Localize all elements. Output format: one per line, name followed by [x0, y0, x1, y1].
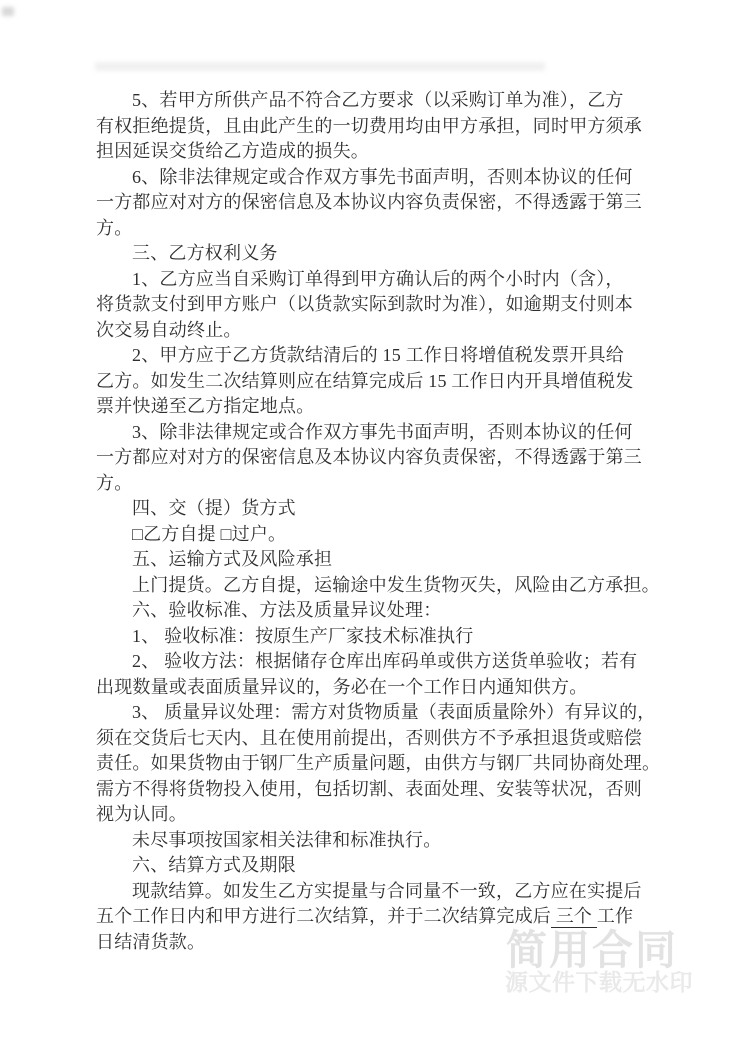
text-segment: 3、除非法律规定或合作双方事先书面声明，否则本协议的任何 [132, 421, 633, 442]
document-line [96, 343, 656, 369]
document-line [96, 394, 656, 420]
document-line [96, 675, 656, 701]
text-segment: 责任。如果货物由于钢厂生产质量问题，由供方与钢厂共同协商处理。 [96, 753, 661, 773]
text-segment: 需方不得将货物投入使用，包括切割、表面处理、安装等状况，否则 [96, 778, 642, 799]
document-line [96, 165, 656, 191]
text-segment: 1、 验收标准：按原生产厂家技术标准执行 [132, 625, 474, 646]
watermark-title: 简用合同 [506, 927, 678, 973]
document-line [96, 751, 661, 777]
text-segment: 2、 验收方法：根据储存仓库出库码单或供方送货单验收；若有 [132, 651, 638, 671]
document-line [96, 522, 656, 548]
text-segment: 六、结算方式及期限 [132, 855, 296, 875]
text-segment: 六、验收标准、方法及质量异议处理： [132, 600, 442, 620]
document-line [96, 624, 656, 650]
document-line [96, 369, 656, 395]
text-segment: 3、 质量异议处理：需方对货物质量（表面质量除外）有异议的， [132, 702, 656, 722]
text-segment: 视为认同。 [96, 804, 187, 824]
document-line [96, 471, 656, 497]
text-segment: 一方都应对对方的保密信息及本协议内容负责保密，不得透露于第三 [96, 192, 642, 212]
contract-body [96, 88, 661, 955]
document-line [96, 318, 656, 344]
text-segment: 现款结算。如发生乙方实提量与合同量不一致，乙方应在实提后 [132, 880, 642, 901]
checkbox-icon: □ [220, 523, 232, 544]
document-line [96, 267, 656, 293]
document-line [96, 726, 656, 752]
text-segment: 2、甲方应于乙方货款结清后的 15 工作日将增值税发票开具给 [132, 345, 624, 365]
text-segment: 未尽事项按国家相关法律和标准执行。 [132, 829, 442, 850]
text-segment: 方。 [96, 472, 133, 493]
document-line [96, 802, 656, 828]
text-segment: 三、乙方权利义务 [132, 243, 278, 263]
filled-blank: 三个 [551, 906, 597, 926]
text-segment: 五个工作日内和甲方进行二次结算，并于二次结算完成后 [96, 906, 551, 926]
text-segment: 出现数量或表面质量异议的，务必在一个工作日内通知供方。 [96, 676, 588, 697]
text-segment: 次交易自动终止。 [96, 319, 242, 340]
text-segment: 须在交货后七天内、且在使用前提出，否则供方不予承担退货或赔偿 [96, 727, 642, 748]
text-segment: 5、若甲方所供产品不符合乙方要求（以采购订单为准），乙方 [132, 90, 624, 110]
document-line [96, 879, 656, 905]
document-line [96, 828, 656, 854]
scan-artifact [95, 62, 545, 71]
document-line [96, 573, 660, 599]
document-line [96, 241, 656, 267]
document-line [96, 649, 656, 675]
text-segment: 四、交（提）货方式 [132, 498, 296, 518]
text-segment: 上门提货。乙方自提，运输途中发生货物灭失，风险由乙方承担。 [132, 574, 660, 595]
text-segment: 票并快递至乙方指定地点。 [96, 396, 315, 416]
document-line [96, 292, 656, 318]
text-segment: 过户。 [231, 523, 287, 544]
document-line [96, 547, 656, 573]
document-line [96, 216, 656, 242]
checkbox-icon: □ [132, 523, 144, 544]
text-segment: 乙方自提 [143, 523, 221, 544]
document-line [96, 190, 656, 216]
text-segment: 一方都应对对方的保密信息及本协议内容负责保密，不得透露于第三 [96, 447, 642, 467]
document-line [96, 420, 656, 446]
text-segment: 日结清货款。 [96, 931, 206, 952]
text-segment: 6、除非法律规定或合作双方事先书面声明，否则本协议的任何 [132, 166, 633, 187]
text-segment: 1、乙方应当自采购订单得到甲方确认后的两个小时内（含）， [132, 268, 624, 289]
document-line [96, 853, 656, 879]
text-segment: 乙方。如发生二次结算则应在结算完成后 15 工作日内开具增值税发 [96, 370, 634, 391]
text-segment: 将货款支付到甲方账户（以货款实际到款时为准），如逾期支付则本 [96, 294, 633, 314]
document-line [96, 114, 656, 140]
document-line [96, 88, 656, 114]
text-segment: 有权拒绝提货，且由此产生的一切费用均由甲方承担，同时甲方须承 [96, 115, 642, 136]
document-line [96, 445, 656, 471]
document-line [96, 496, 656, 522]
document-line [96, 700, 656, 726]
document-line [96, 777, 656, 803]
text-segment: 工作 [596, 906, 634, 926]
text-segment: 担因延误交货给乙方造成的损失。 [96, 141, 369, 161]
document-line [96, 139, 656, 165]
text-segment: 方。 [96, 217, 133, 238]
text-segment: 五、运输方式及风险承担 [132, 549, 333, 569]
watermark-subtitle: 源文件下载无水印 [505, 969, 693, 995]
scan-artifact [2, 7, 14, 16]
document-line [96, 598, 656, 624]
